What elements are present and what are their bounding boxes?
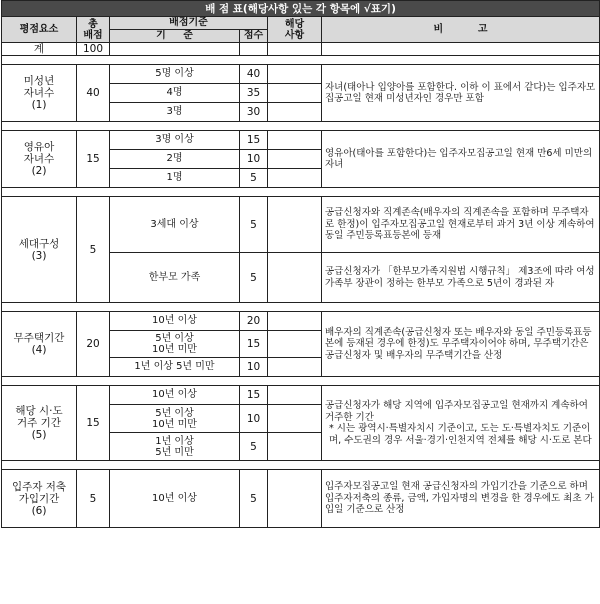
section-5-note-2: * 시는 광역시·특별자치시 기준이고, 도는 도·특별자치도 기준이며, 수도권의 경우 서울·경기·인천지역 전체를 해당 시·도로 본다 xyxy=(329,423,592,446)
section-4-criteria-1: 10년 이상 xyxy=(110,312,240,331)
section-3-score-2: 5 xyxy=(240,253,268,303)
section-2-score-3: 5 xyxy=(240,169,268,188)
section-2-applicable-1[interactable] xyxy=(268,131,322,150)
section-1-applicable-3[interactable] xyxy=(268,103,322,122)
scoring-table xyxy=(1,0,600,528)
section-4-applicable-3[interactable] xyxy=(268,358,322,377)
section-spacer xyxy=(2,377,600,386)
section-2-factor: 영유아 자녀수 (2) xyxy=(2,131,77,188)
section-spacer xyxy=(2,56,600,65)
section-4-score-1: 20 xyxy=(240,312,268,331)
section-1-criteria-1: 5명 이상 xyxy=(110,65,240,84)
section-5-criteria-2: 5년 이상 10년 미만 xyxy=(110,405,240,433)
section-5-notes xyxy=(322,386,600,461)
header-remarks: 비 고 xyxy=(322,17,600,43)
section-1-factor: 미성년 자녀수 (1) xyxy=(2,65,77,122)
section-3-score-1: 5 xyxy=(240,197,268,253)
section-4-score-2: 15 xyxy=(240,331,268,358)
section-spacer xyxy=(2,461,600,470)
section-4-applicable-2[interactable] xyxy=(268,331,322,358)
total-row-points xyxy=(240,43,268,56)
section-spacer xyxy=(2,122,600,131)
section-5-score-2: 10 xyxy=(240,405,268,433)
section-2-score-2: 10 xyxy=(240,150,268,169)
section-3-factor: 세대구성 (3) xyxy=(2,197,77,303)
section-6-total: 5 xyxy=(77,470,110,528)
section-1-note: 자녀(태아나 입양아를 포함한다. 이하 이 표에서 같다)는 입주자모집공고일 현재 미성년자인 경우만 포함 xyxy=(322,65,600,122)
section-3-applicable-2[interactable] xyxy=(268,253,322,303)
total-row-criteria xyxy=(110,43,240,56)
section-5-applicable-2[interactable] xyxy=(268,405,322,433)
header-criteria-group: 배점기준 xyxy=(110,17,268,30)
section-4-score-3: 10 xyxy=(240,358,268,377)
section-4-criteria-2: 5년 이상 10년 미만 xyxy=(110,331,240,358)
section-1-score-3: 30 xyxy=(240,103,268,122)
section-1-criteria-2: 4명 xyxy=(110,84,240,103)
section-2-applicable-2[interactable] xyxy=(268,150,322,169)
section-1-applicable-2[interactable] xyxy=(268,84,322,103)
total-row-remarks xyxy=(322,43,600,56)
header-total: 총 배점 xyxy=(77,17,110,43)
header-applicable: 해당 사항 xyxy=(268,17,322,43)
section-4-applicable-1[interactable] xyxy=(268,312,322,331)
section-5-criteria-1: 10년 이상 xyxy=(110,386,240,405)
section-6-factor: 입주자 저축 가입기간 (6) xyxy=(2,470,77,528)
section-1-criteria-3: 3명 xyxy=(110,103,240,122)
section-2-total: 15 xyxy=(77,131,110,188)
section-2-applicable-3[interactable] xyxy=(268,169,322,188)
section-4-total: 20 xyxy=(77,312,110,377)
section-5-score-1: 15 xyxy=(240,386,268,405)
section-6-applicable-1[interactable] xyxy=(268,470,322,528)
table-title: 배 점 표(해당사항 있는 각 항목에 √표기) xyxy=(2,1,600,17)
section-3-total: 5 xyxy=(77,197,110,303)
header-score: 점수 xyxy=(240,30,268,43)
section-4-factor: 무주택기간 (4) xyxy=(2,312,77,377)
total-row-applicable[interactable] xyxy=(268,43,322,56)
section-3-criteria-2: 한부모 가족 xyxy=(110,253,240,303)
section-2-score-1: 15 xyxy=(240,131,268,150)
section-5-score-3: 5 xyxy=(240,433,268,461)
section-4-note: 배우자의 직계존속(공급신청자 또는 배우자와 동일 주민등록표등본에 등재된 경우에 한정)도 무주택자이어야 하며, 무주택기간은 공급신청자 및 배우자의 무주택기간을 산정 xyxy=(322,312,600,377)
section-6-note: 입주자모집공고일 현재 공급신청자의 가입기간을 기준으로 하며 입주자저축의 종류, 금액, 가입자명의 변경을 한 경우에도 최초 가입일 기준으로 산정 xyxy=(322,470,600,528)
section-3-applicable-1[interactable] xyxy=(268,197,322,253)
section-2-criteria-2: 2명 xyxy=(110,150,240,169)
section-3-note-2: 공급신청자가 「한부모가족지원법 시행규칙」 제3조에 따라 여성가족부 장관이 정하는 한부모 가족으로 5년이 경과된 자 xyxy=(322,253,600,303)
section-5-factor: 해당 시·도 거주 기간 (5) xyxy=(2,386,77,461)
section-spacer xyxy=(2,188,600,197)
header-factor: 평점요소 xyxy=(2,17,77,43)
section-1-score-2: 35 xyxy=(240,84,268,103)
section-1-applicable-1[interactable] xyxy=(268,65,322,84)
section-5-note-1: 공급신청자가 해당 지역에 입주자모집공고일 현재까지 계속하여 거주한 기간 xyxy=(325,400,588,423)
header-criteria: 기 준 xyxy=(110,30,240,43)
section-2-criteria-1: 3명 이상 xyxy=(110,131,240,150)
total-row-score: 100 xyxy=(77,43,110,56)
section-2-note: 영유아(태아를 포함한다)는 입주자모집공고일 현재 만6세 미만의 자녀 xyxy=(322,131,600,188)
section-5-applicable-1[interactable] xyxy=(268,386,322,405)
section-5-total: 15 xyxy=(77,386,110,461)
section-3-criteria-1: 3세대 이상 xyxy=(110,197,240,253)
section-1-total: 40 xyxy=(77,65,110,122)
section-6-score-1: 5 xyxy=(240,470,268,528)
section-spacer xyxy=(2,303,600,312)
section-4-criteria-3: 1년 이상 5년 미만 xyxy=(110,358,240,377)
section-3-note-1: 공급신청자와 직계존속(배우자의 직계존속을 포함하며 무주택자로 한정)이 입주자모집공고일 현재로부터 과거 3년 이상 계속하여 동일 주민등록표등본에 등재 xyxy=(322,197,600,253)
total-row-label: 계 xyxy=(2,43,77,56)
section-5-applicable-3[interactable] xyxy=(268,433,322,461)
section-5-criteria-3: 1년 이상 5년 미만 xyxy=(110,433,240,461)
section-1-score-1: 40 xyxy=(240,65,268,84)
section-6-criteria-1: 10년 이상 xyxy=(110,470,240,528)
section-2-criteria-3: 1명 xyxy=(110,169,240,188)
